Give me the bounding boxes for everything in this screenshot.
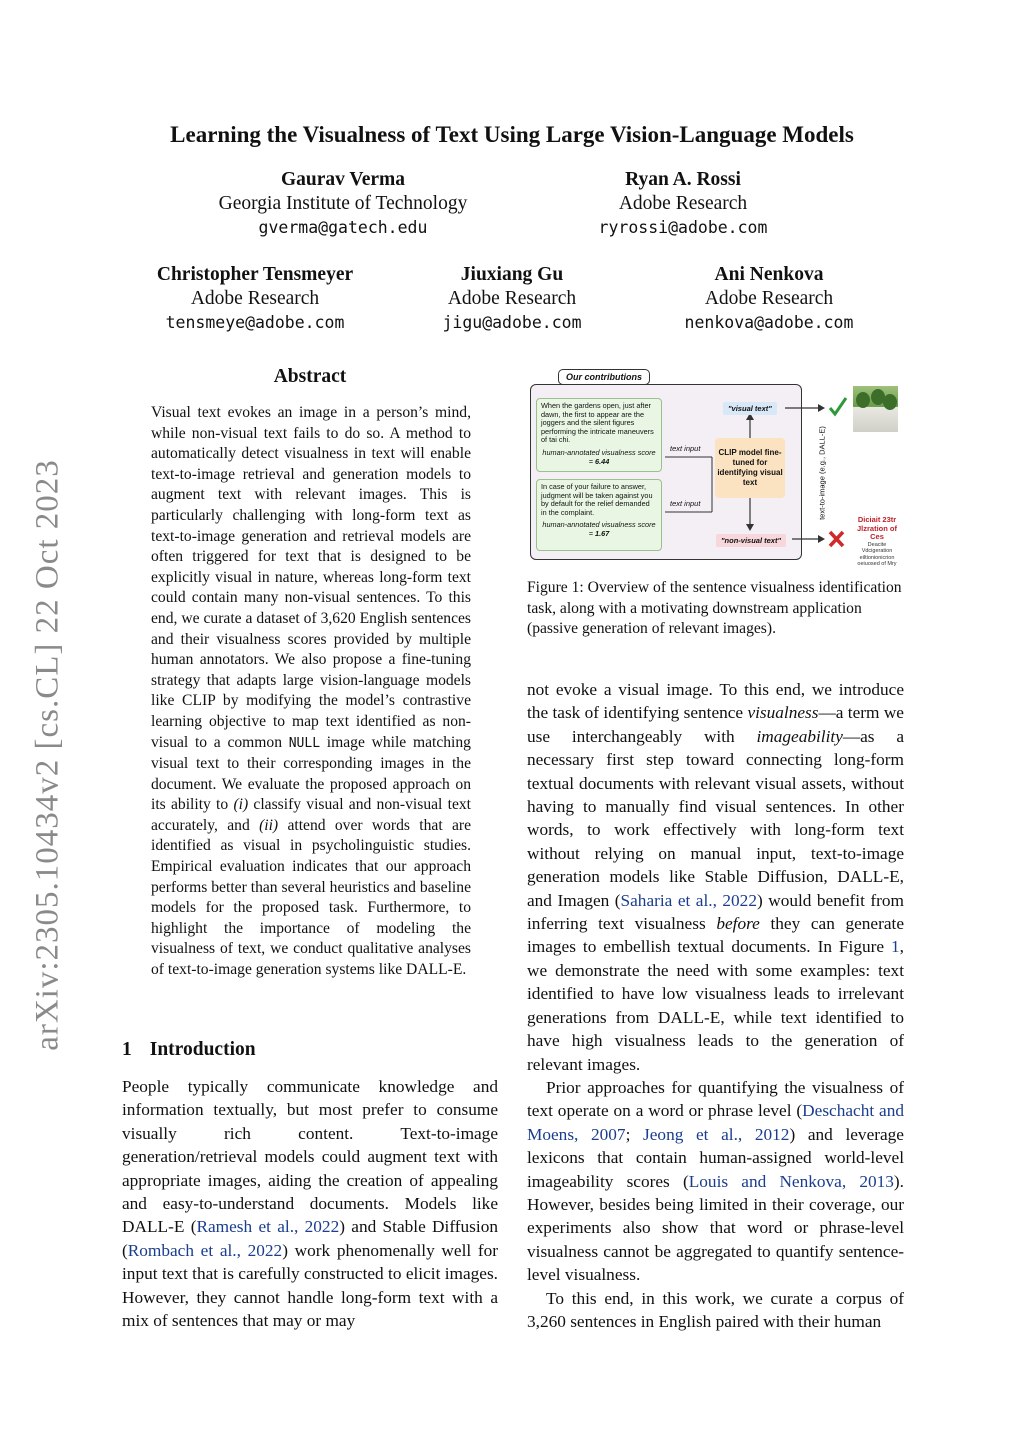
arrow-down-head (746, 524, 754, 531)
figure-caption: Figure 1: Overview of the sentence visualness identification task, along with a motivating downstream application (passive generation of relevant images). (527, 579, 902, 638)
intro-left-column (122, 1075, 498, 1332)
arxiv-stamp (18, 455, 78, 1055)
text-run: To this end, in this work, we curate a corpus of 3,260 sentences in English paired with their human (527, 1288, 904, 1331)
author-name: Christopher Tensmeyer (156, 264, 354, 285)
text-run: ) work phenomenally well for input text that is carefully constructed to elicit images. However, they cannot handle long-form text with a mix of sentences that may or may (122, 1240, 499, 1331)
abstract-part: image while matching visual text to their corresponding images in the document. We evaluate the proposed approach on its ability to (151, 733, 471, 814)
author-email: tensmeye@adobe.com (165, 313, 345, 332)
abstract-part: Visual text evokes an image in a person’s mind, while non-visual text fails to do so. A method to automatically detect visualness in text will enable text-to-image retrieval and generation models to augment text with relevant images. This is particularly challenging with long-form text as text-to-image generation and retrieval models are often triggered for text that is designed to be explicitly visual in nature, whereas long-form text could contain many non-visual sentences. To this end, we curate a dataset of 3,620 English sentences and their visualness scores provided by multiple human annotators. We also propose a fine-tuning strategy that adapts large vision-language models like CLIP by modifying the model’s contrastive learning objective to map text identified as non-visual to a common (151, 404, 471, 751)
abstract-heading: Abstract (273, 366, 347, 387)
generated-image (853, 386, 898, 432)
author-affiliation: Adobe Research (447, 288, 577, 309)
garbled-red-text: Diciait 23tr Jlzration of Ces (856, 515, 897, 541)
enum-ii: (ii) (259, 816, 279, 834)
text-run: not evoke a visual image. To this end, we introduce the task of identifying sentence (527, 680, 904, 723)
paragraph (527, 1076, 904, 1287)
intro-right-column (527, 678, 904, 1333)
abstract-part: classify visual and non-visual text accurately, and (151, 796, 471, 834)
citation-link[interactable]: Rombach et al., 2022 (127, 1240, 283, 1260)
figure-ref-link[interactable]: 1 (891, 937, 900, 957)
author-name: Jiuxiang Gu (460, 264, 564, 285)
enum-i: (i) (233, 796, 249, 814)
tree-shape (856, 392, 870, 408)
garbled-small-text: Deacite Vdcigeration eiltionionicrion oeiuosed of Mry (857, 541, 897, 567)
paragraph (122, 1075, 498, 1332)
text-run: ). However, besides being limited in their coverage, our experiments also show that word or phrase-level visualness cannot be aggregated to quantify sentence-level visualness. (527, 1171, 904, 1285)
paragraph (527, 678, 904, 1076)
author-affiliation: Adobe Research (618, 193, 748, 214)
section-title: Introduction (149, 1039, 256, 1060)
sentence-text: When the gardens open, just after dawn, the first to appear are the joggers and the silent figures performing the intricate maneuvers of tai chi. (541, 401, 654, 445)
figure-1 (530, 366, 903, 567)
clip-model-box: CLIP model fine-tuned for identifying visual text (715, 438, 785, 498)
author-name: Gaurav Verma (280, 169, 406, 190)
author-block (518, 168, 848, 240)
author-block (604, 263, 934, 335)
italic-term: before (716, 914, 760, 934)
generated-garbled-text (852, 516, 902, 568)
paragraph (527, 1287, 904, 1334)
text-run: they can generate images to embellish textual documents. In Figure (527, 914, 904, 957)
text-run: —a term we use interchangeably with (527, 703, 904, 746)
text-input-label: text input (670, 499, 701, 508)
citation-link[interactable]: Ramesh et al., 2022 (196, 1217, 340, 1237)
author-name: Ani Nenkova (714, 264, 824, 285)
vertical-label-text: text-to-image (e.g., DALL-E) (817, 426, 827, 520)
author-affiliation: Adobe Research (704, 288, 834, 309)
abstract-part: attend over words that are identified as visual in psycholinguistic studies. Empirical evaluation indicates that our approach performs better than several heuristics and baseline models for the proposed task. Furthermore, to highlight the importance of modeling the visualness of text, we conduct qualitative analyses of text-to-image generation systems like DALL-E. (151, 816, 472, 979)
section-number: 1 (122, 1039, 132, 1060)
abstract-text (151, 403, 471, 981)
score-value: 1.67 (595, 528, 610, 538)
text-run: People typically communicate knowledge and information textually, but most prefer to consume visually rich content. Text-to-image generation/retrieval models could augment text with appropriate images, aiding the creation of appealing and easy-to-understand documents. Models like DALL-E ( (122, 1077, 498, 1237)
text-run: Prior approaches for quantifying the visualness of text operate on a word or phrase level ( (527, 1077, 904, 1121)
text-run: , we demonstrate the need with some examples: text identified to have low visualness leads to irrelevant generations from DALL-E, while text identified to have high visualness leads to the generation of relevant images. (527, 937, 904, 1074)
arxiv-id: arXiv:2305.10434v2 [cs.CL] 22 Oct 2023 (29, 459, 66, 1051)
author-email: ryrossi@adobe.com (598, 218, 768, 237)
italic-term: imageability (756, 726, 843, 746)
paper-title: Learning the Visualness of Text Using Large Vision-Language Models (170, 122, 854, 147)
author-email: nenkova@adobe.com (684, 313, 854, 332)
visual-text-pill: "visual text" (723, 402, 777, 415)
contributions-tag: Our contributions (558, 369, 650, 385)
text-run: ) and Stable Diffusion ( (122, 1217, 498, 1260)
null-token: NULL (288, 735, 321, 751)
text-run: —as a necessary first step toward connecting long-form textual documents with relevant visual assets, without having to manually find visual sentences. In other words, to work effectively with long-form text without relying on manual input, text-to-image generation models like Stable Diffusion, DALL-E, and Imagen ( (527, 726, 904, 910)
citation-link[interactable]: Deschacht and Moens, 2007 (527, 1101, 904, 1144)
text-to-image-label (811, 408, 833, 538)
citation-link[interactable]: Jeong et al., 2012 (643, 1124, 790, 1144)
author-email: gverma@gatech.edu (258, 218, 428, 237)
citation-link[interactable]: Saharia et al., 2022 (620, 890, 757, 910)
text-input-label: text input (670, 444, 701, 453)
italic-term: visualness (747, 703, 819, 723)
author-affiliation: Georgia Institute of Technology (218, 193, 468, 214)
text-run: ) would benefit from inferring text visualness (527, 890, 904, 934)
sentence-text: In case of your failure to answer, judgment will be taken against you by default for the relief demanded in the complaint. (541, 482, 653, 517)
author-name: Ryan A. Rossi (625, 169, 741, 190)
score-label: human-annotated visualness score = (542, 447, 656, 466)
author-block (178, 168, 508, 240)
text-run: ) and leverage lexicons that contain human-assigned world-level imageability scores ( (527, 1124, 904, 1191)
citation-link[interactable]: Louis and Nenkova, 2013 (688, 1171, 894, 1191)
score-value: 6.44 (595, 456, 610, 466)
author-affiliation: Adobe Research (190, 288, 320, 309)
section-heading (122, 1039, 256, 1061)
tree-shape (883, 394, 897, 410)
nonvisual-text-pill: "non-visual text" (716, 534, 786, 547)
text-run: ; (625, 1124, 644, 1144)
author-email: jigu@adobe.com (442, 313, 582, 332)
score-label: human-annotated visualness score = (542, 520, 656, 538)
